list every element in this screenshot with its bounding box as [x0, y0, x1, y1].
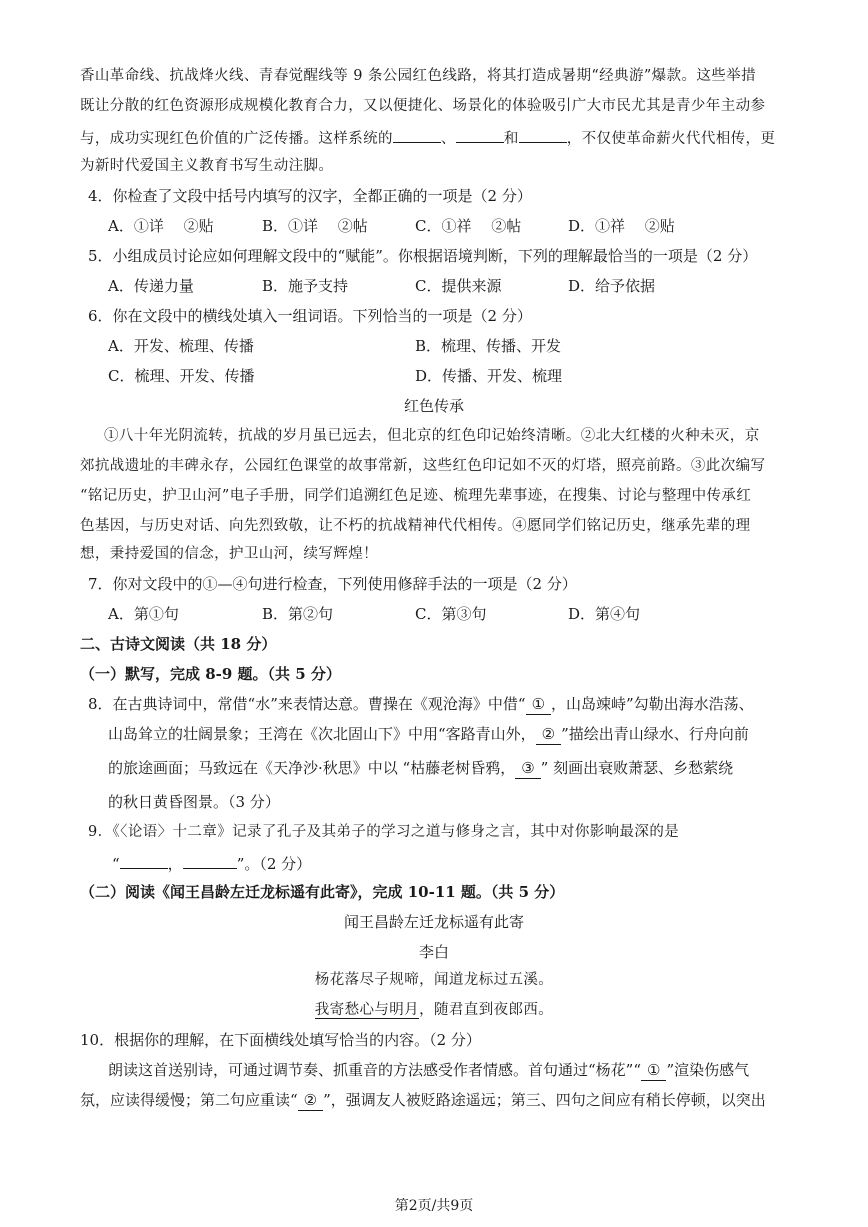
section-heading: 二、古诗文阅读（共 18 分） [80, 635, 277, 653]
q5-option-b[interactable]: B．施予支持 [262, 277, 349, 295]
q6-option-d[interactable]: D．传播、开发、梳理 [415, 367, 563, 385]
answer-blank[interactable]: ① [526, 694, 551, 715]
poem-line: 我寄愁心与明月，随君直到夜郎西。 [314, 1002, 554, 1018]
question-10-stem: 10．根据你的理解，在下面横线处填写恰当的内容。（2 分） [80, 1031, 481, 1049]
poem-author: 李白 [418, 943, 449, 961]
q6-option-a[interactable]: A．开发、梳理、传播 [108, 337, 254, 355]
passage-line: 郊抗战遗址的丰碑永存，公园红色课堂的故事常新，这些红色印记如不灭的灯塔，照亮前路。③此次编写 [80, 458, 766, 474]
passage-line: 香山革命线、抗战烽火线、青春觉醒线等 9 条公园红色线路，将其打造成暑期“经典游”爆款。这些举措 [80, 68, 756, 84]
passage-line: 色基因，与历史对话、向先烈致敬，让不朽的抗战精神代代相传。④愿同学们铭记历史，继承先辈的理 [80, 518, 751, 534]
section-title-red: 红色传承 [403, 397, 464, 415]
passage-line: 既让分散的红色资源形成规模化教育合力，又以便捷化、场景化的体验吸引广大市民尤其是青少年主动参 [80, 98, 766, 114]
question-4-stem: 4．你检查了文段中括号内填写的汉字，全都正确的一项是（2 分） [88, 187, 532, 205]
q4-option-c[interactable]: C．①祥 ②帖 [415, 217, 522, 235]
question-6-stem: 6．你在文段中的横线处填入一组词语。下列恰当的一项是（2 分） [88, 307, 532, 325]
question-9-line: “ ， ”。（2 分） [112, 852, 311, 874]
passage-line: ①八十年光阴流转，抗战的岁月虽已远去，但北京的红色印记始终清晰。②北大红楼的火种未灭，京 [104, 428, 760, 444]
q5-option-c[interactable]: C．提供来源 [415, 277, 502, 295]
answer-blank[interactable] [519, 126, 567, 143]
question-5-stem: 5．小组成员讨论应如何理解文段中的“赋能”。你根据语境判断，下列的理解最恰当的一项是（2 分） [88, 247, 758, 265]
answer-blank[interactable] [456, 126, 504, 143]
q7-option-b[interactable]: B．第②句 [262, 605, 334, 623]
poem-line: 杨花落尽子规啼，闻道龙标过五溪。 [314, 972, 554, 988]
answer-blank[interactable]: ② [536, 724, 561, 745]
passage-line: 与，成功实现红色价值的广泛传播。这样系统的 、 和 ，不仅使革命薪火代代相传，更 [80, 126, 775, 149]
answer-blank[interactable] [183, 852, 237, 869]
q4-option-a[interactable]: A．①详 ②贴 [108, 217, 214, 235]
passage-line: 为新时代爱国主义教育书写生动注脚。 [80, 158, 334, 174]
q6-option-b[interactable]: B．梳理、传播、开发 [415, 337, 562, 355]
subsection-heading: （二）阅读《闻王昌龄左迁龙标遥有此寄》，完成 10-11 题。（共 5 分） [80, 883, 565, 901]
passage-line: “铭记历史，护卫山河”电子手册，同学们追溯红色足迹、梳理先辈事迹，在搜集、讨论与整理中传承红 [80, 488, 752, 504]
question-10-line: 氛，应读得缓慢；第二句应重读“ ② ”，强调友人被贬路途遥远；第三、四句之间应有稍长停顿，以突出 [80, 1091, 766, 1109]
question-7-stem: 7．你对文段中的①—④句进行检查，下列使用修辞手法的一项是（2 分） [88, 575, 577, 593]
q5-option-d[interactable]: D．给予依据 [568, 277, 656, 295]
answer-blank[interactable] [120, 852, 168, 869]
question-10-line: 朗读这首送别诗，可通过调节奏、抓重音的方法感受作者情感。首句通过“杨花”“ ① ”渲染伤感气 [108, 1061, 750, 1079]
question-8-line: 8．在古典诗词中，常借“水”来表情达意。曹操在《观沧海》中借“ ① ，山岛竦峙”勾勒出海水浩荡、 [88, 695, 754, 713]
answer-blank[interactable]: ① [641, 1060, 666, 1081]
question-8-line: 的旅途画面；马致远在《天净沙·秋思》中以 “枯藤老树昏鸦， ③ ” 刻画出衰败萧瑟、乡愁萦绕 [108, 759, 734, 777]
question-8-line: 的秋日黄昏图景。（3 分） [108, 793, 280, 811]
poem-title: 闻王昌龄左迁龙标遥有此寄 [343, 913, 524, 931]
answer-blank[interactable]: ③ [515, 758, 540, 779]
q4-option-b[interactable]: B．①详 ②帖 [262, 217, 368, 235]
question-8-line: 山岛耸立的壮阔景象；王湾在《次北固山下》中用“客路青山外， ② ”描绘出青山绿水、行舟向前 [108, 725, 749, 743]
q6-option-c[interactable]: C．梳理、开发、传播 [108, 367, 255, 385]
subsection-heading: （一）默写，完成 8-9 题。（共 5 分） [80, 665, 341, 683]
passage-line: 想，秉持爱国的信念，护卫山河，续写辉煌！ [80, 546, 378, 562]
q7-option-c[interactable]: C．第③句 [415, 605, 487, 623]
q4-option-d[interactable]: D．①祥 ②贴 [568, 217, 675, 235]
answer-blank[interactable]: ② [298, 1090, 323, 1111]
q7-option-d[interactable]: D．第④句 [568, 605, 641, 623]
answer-blank[interactable] [393, 126, 441, 143]
page-number: 第2页/共9页 [394, 1198, 474, 1214]
question-9-line: 9．《〈论语〉十二章》记录了孔子及其弟子的学习之道与修身之言，其中对你影响最深的是 [88, 824, 680, 840]
q7-option-a[interactable]: A．第①句 [108, 605, 179, 623]
q5-option-a[interactable]: A．传递力量 [108, 277, 194, 295]
